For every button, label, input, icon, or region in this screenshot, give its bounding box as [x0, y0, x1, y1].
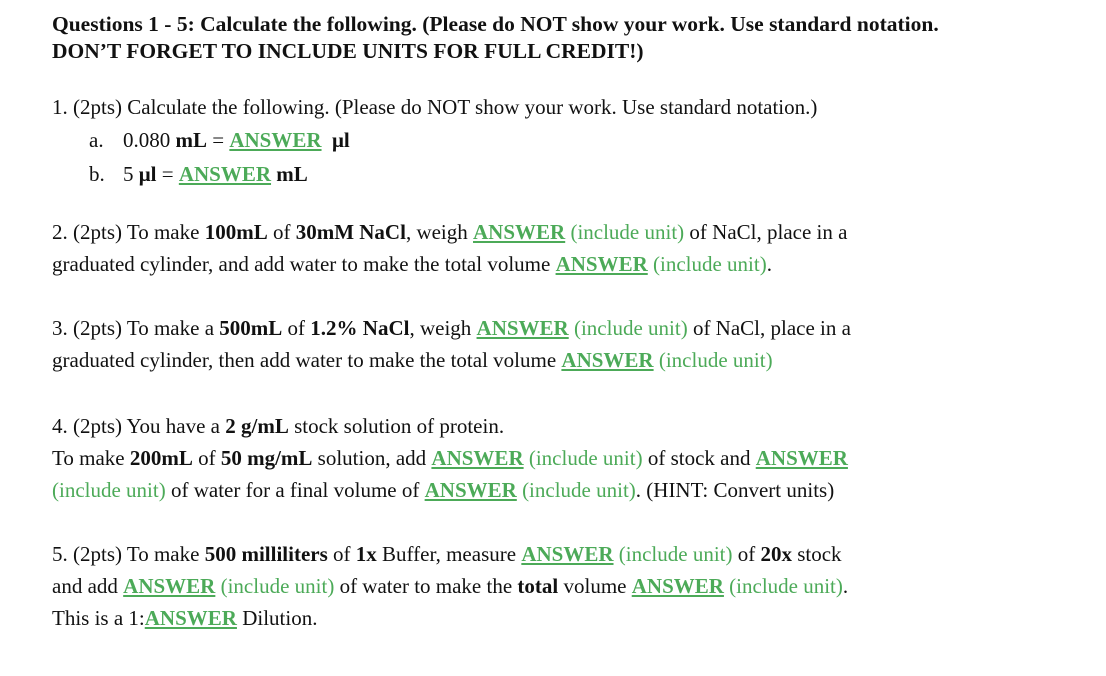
answer-field-2a[interactable]: ANSWER — [473, 220, 566, 244]
question-4-line-3 — [52, 474, 1092, 506]
q5-volume: 500 milliliters — [204, 542, 328, 566]
question-1a-letter: a. — [89, 128, 104, 152]
unit-hint-4a: (include unit) — [528, 446, 643, 470]
question-1b-letter: b. — [89, 162, 105, 186]
question-1a-result-unit: μl — [332, 128, 350, 152]
question-5-line-1 — [52, 538, 1092, 570]
q5-text-10: Dilution. — [236, 606, 318, 630]
unit-hint-3b: (include unit) — [658, 348, 773, 372]
question-5-line-3 — [52, 602, 1092, 634]
question-1 — [52, 91, 1092, 191]
q4-text-1: 4. (2pts) You have a — [52, 414, 226, 438]
q5-total-word: total — [517, 574, 559, 598]
unit-hint-5b: (include unit) — [220, 574, 335, 598]
q3-concentration: 1.2% NaCl — [310, 316, 410, 340]
unit-hint-3a: (include unit) — [573, 316, 688, 340]
q2-text-4: of NaCl, place in a — [684, 220, 848, 244]
question-1a-equals: = — [212, 128, 225, 152]
question-5-line-2 — [52, 570, 1092, 602]
worksheet-page — [52, 11, 1092, 634]
q4-text-2: stock solution of protein. — [288, 414, 505, 438]
q2-text-1: 2. (2pts) To make — [52, 220, 205, 244]
answer-field-1a[interactable]: ANSWER — [229, 128, 322, 152]
q5-text-4: of — [732, 542, 761, 566]
question-2-line-2 — [52, 248, 1092, 280]
answer-field-4b[interactable]: ANSWER — [755, 446, 848, 470]
q4-volume: 200mL — [129, 446, 193, 470]
q4-final-concentration: 50 mg/mL — [220, 446, 313, 470]
q4-text-5: solution, add — [312, 446, 432, 470]
question-3-line-1 — [52, 312, 1092, 344]
unit-hint-2a: (include unit) — [570, 220, 685, 244]
q4-text-3: To make — [52, 446, 130, 470]
question-1a-unit: mL — [175, 128, 207, 152]
answer-field-1b[interactable]: ANSWER — [178, 162, 272, 186]
q4-text-8: . (HINT: Convert units) — [635, 478, 835, 502]
question-1b-equals: = — [161, 162, 174, 186]
q5-text-3: Buffer, measure — [376, 542, 522, 566]
q4-text-4: of — [192, 446, 221, 470]
question-1a — [52, 123, 1092, 157]
question-4-line-1 — [52, 410, 1092, 442]
q5-buffer-strength: 1x — [355, 542, 377, 566]
q4-text-6: of stock and — [642, 446, 756, 470]
question-1-intro: 1. (2pts) Calculate the following. (Please do NOT show your work. Use standard notation.) — [52, 95, 818, 119]
q5-text-5: stock — [791, 542, 842, 566]
q5-text-7: of water to make the — [334, 574, 518, 598]
q5-text-6: and add — [52, 574, 124, 598]
answer-field-3a[interactable]: ANSWER — [476, 316, 569, 340]
question-2 — [52, 216, 1092, 280]
q2-text-5: graduated cylinder, and add water to make the total volume — [52, 252, 556, 276]
header-line-2: DON’T FORGET TO INCLUDE UNITS FOR FULL CREDIT!) — [52, 39, 644, 63]
answer-field-5c[interactable]: ANSWER — [631, 574, 724, 598]
answer-field-4a[interactable]: ANSWER — [431, 446, 524, 470]
question-1b — [52, 157, 1092, 191]
q2-text-2: of — [267, 220, 296, 244]
q2-volume: 100mL — [204, 220, 268, 244]
question-5 — [52, 538, 1092, 634]
question-4 — [52, 410, 1092, 506]
answer-field-5d[interactable]: ANSWER — [144, 606, 237, 630]
question-1a-value: 0.080 — [123, 128, 171, 152]
q3-text-1: 3. (2pts) To make a — [52, 316, 220, 340]
instructions-header — [52, 11, 1092, 65]
q2-period: . — [766, 252, 772, 276]
q2-text-3: , weigh — [405, 220, 474, 244]
answer-field-4c[interactable]: ANSWER — [424, 478, 517, 502]
question-4-line-2 — [52, 442, 1092, 474]
question-1b-unit: μl — [138, 162, 157, 186]
question-1b-result-unit: mL — [276, 162, 308, 186]
q5-stock-strength: 20x — [760, 542, 792, 566]
q5-text-2: of — [327, 542, 356, 566]
unit-hint-4b: (include unit) — [52, 478, 166, 502]
q3-text-2: of — [282, 316, 311, 340]
answer-field-5a[interactable]: ANSWER — [521, 542, 614, 566]
q3-text-3: , weigh — [409, 316, 477, 340]
q5-text-9: This is a 1: — [52, 606, 145, 630]
answer-field-2b[interactable]: ANSWER — [555, 252, 648, 276]
q3-text-4: of NaCl, place in a — [687, 316, 851, 340]
q2-concentration: 30mM NaCl — [295, 220, 406, 244]
unit-hint-5a: (include unit) — [618, 542, 733, 566]
q3-text-5: graduated cylinder, then add water to make the total volume — [52, 348, 562, 372]
q5-text-1: 5. (2pts) To make — [52, 542, 205, 566]
header-line-1: Questions 1 - 5: Calculate the following. (Please do NOT show your work. Use standard notation. — [52, 12, 939, 36]
unit-hint-2b: (include unit) — [653, 252, 767, 276]
question-2-line-1 — [52, 216, 1092, 248]
question-1b-value: 5 — [123, 162, 134, 186]
q4-text-7: of water for a final volume of — [165, 478, 425, 502]
q5-text-8: volume — [558, 574, 632, 598]
answer-field-3b[interactable]: ANSWER — [561, 348, 654, 372]
q5-period: . — [842, 574, 849, 598]
q4-stock-concentration: 2 g/mL — [225, 414, 289, 438]
q3-volume: 500mL — [219, 316, 283, 340]
question-3 — [52, 312, 1092, 376]
unit-hint-4c: (include unit) — [522, 478, 636, 502]
answer-field-5b[interactable]: ANSWER — [123, 574, 216, 598]
question-3-line-2 — [52, 344, 1092, 376]
unit-hint-5c: (include unit) — [729, 574, 843, 598]
